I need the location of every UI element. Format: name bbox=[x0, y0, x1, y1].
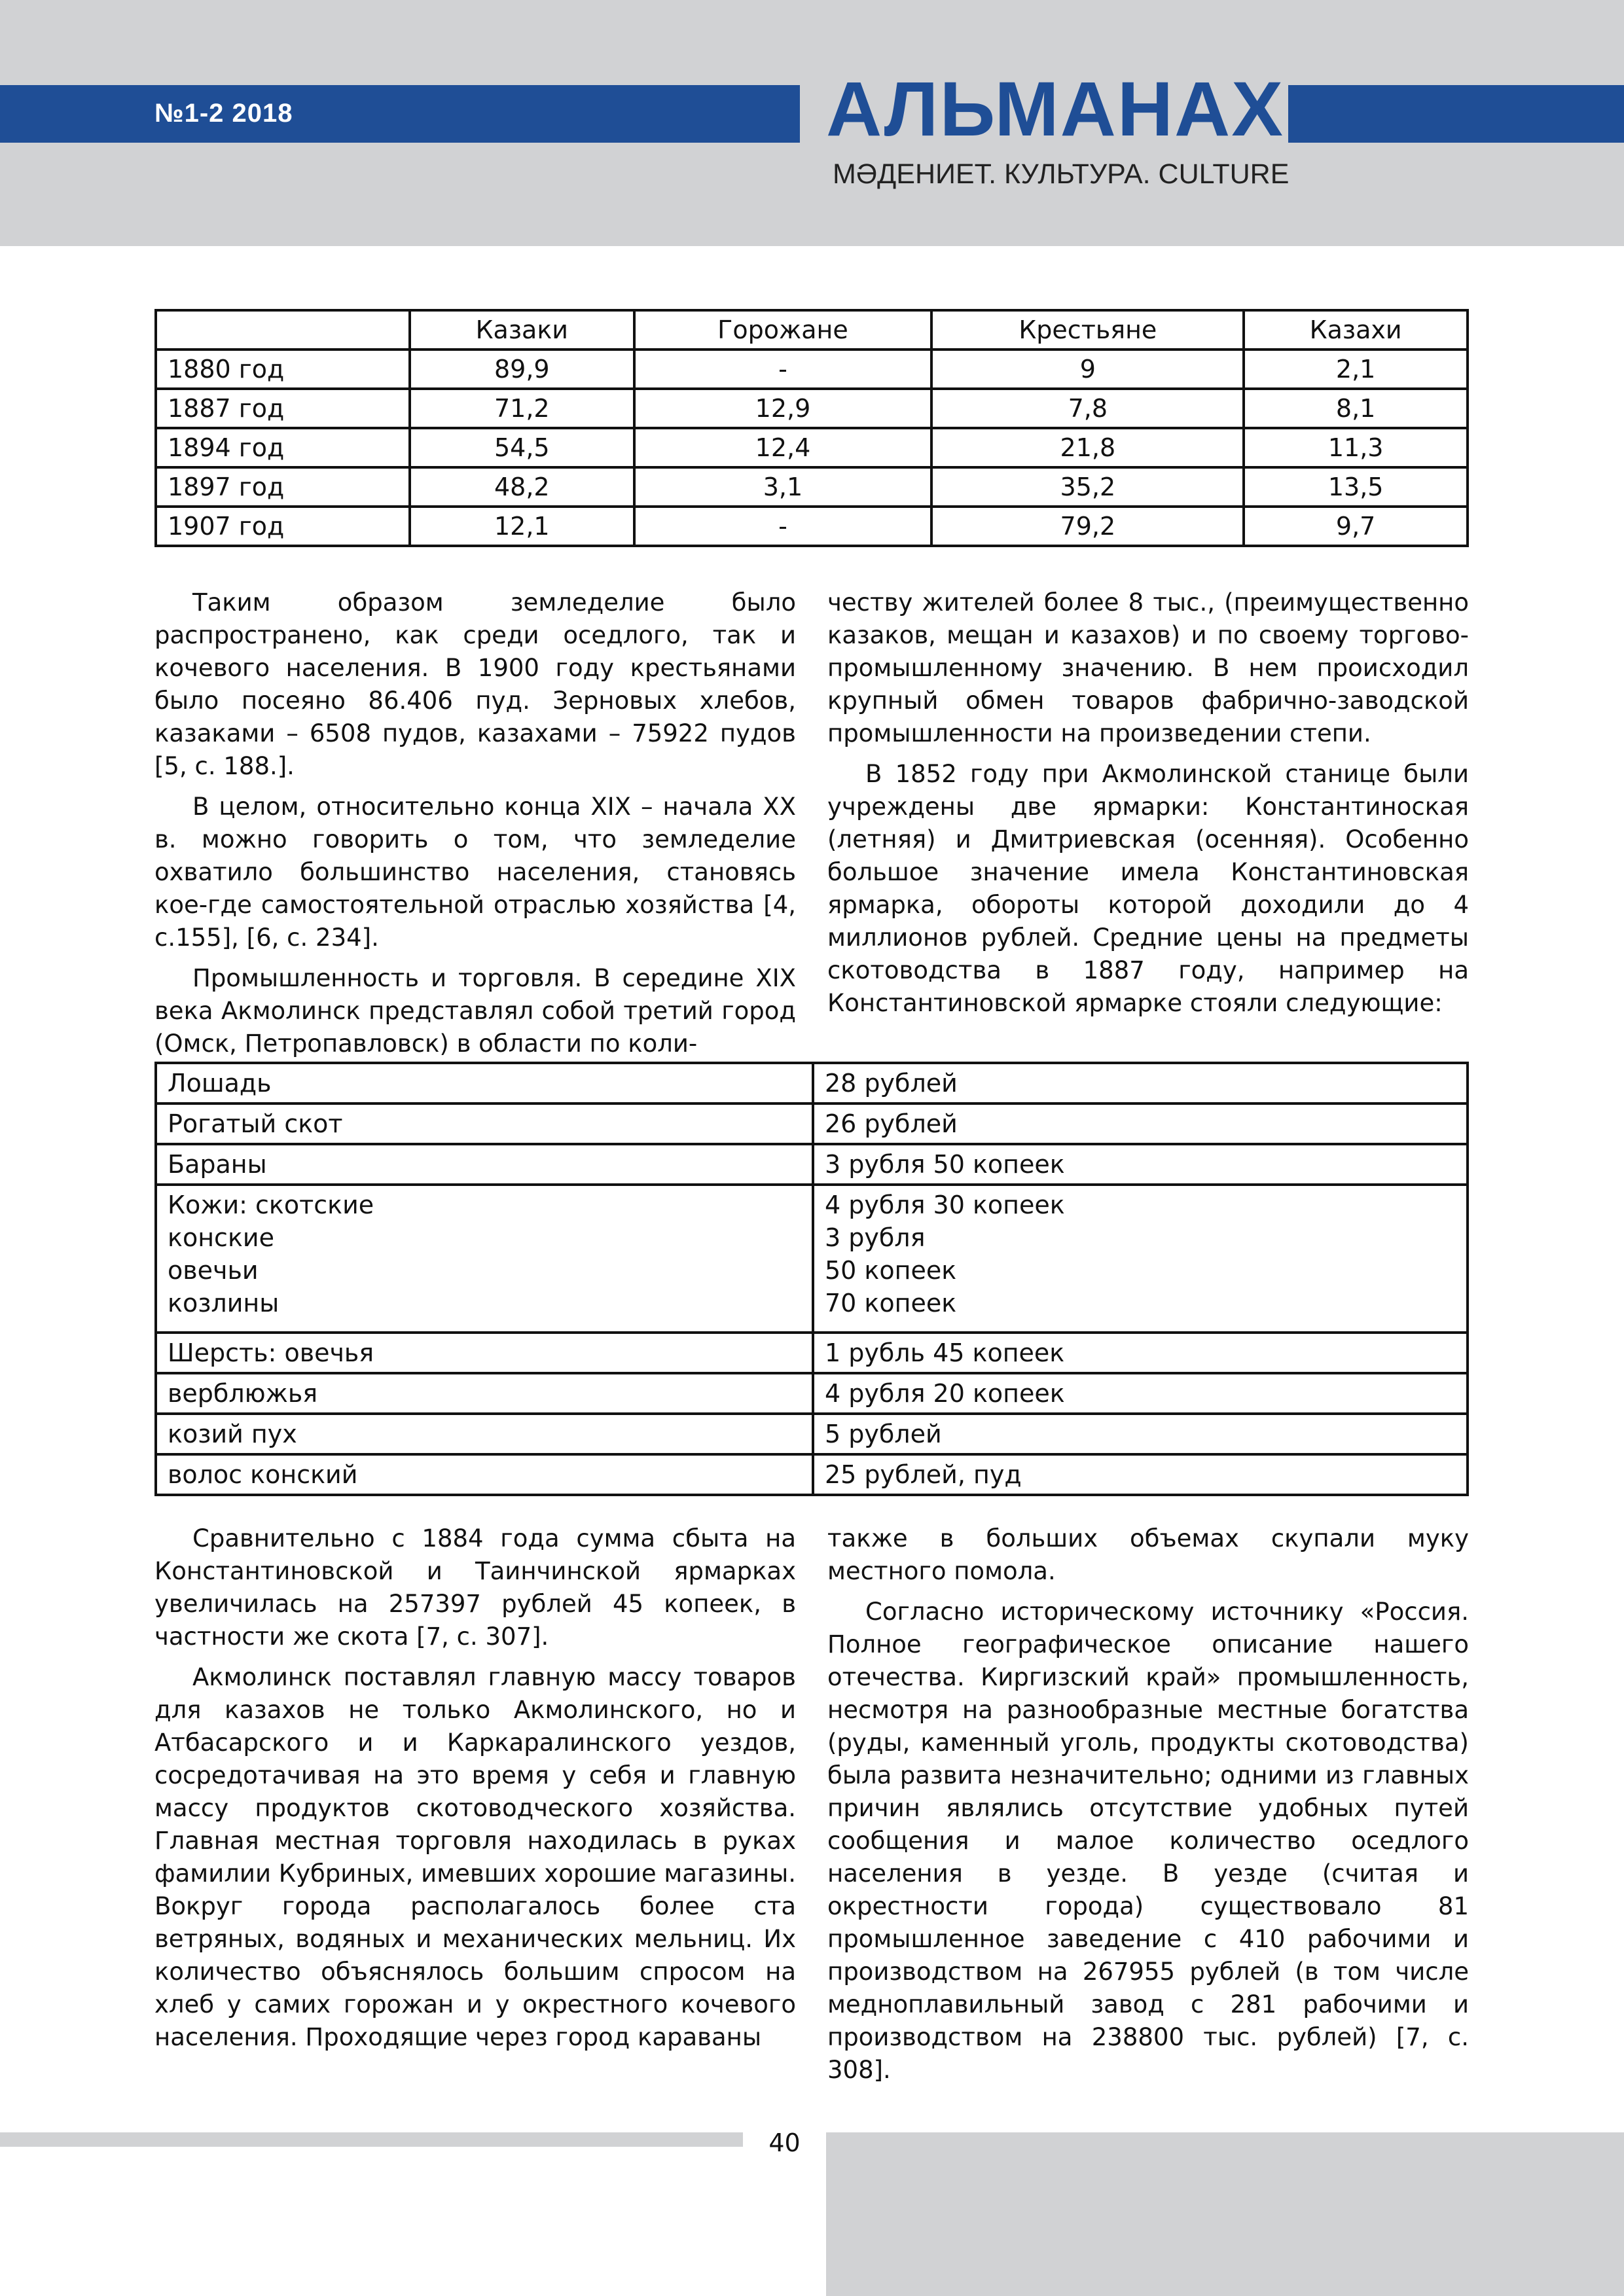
table-cell: 1897 год bbox=[156, 467, 410, 507]
table-cell: 13,5 bbox=[1244, 467, 1468, 507]
table-row bbox=[156, 1454, 1468, 1495]
paragraph: Таким образом земледелие было распространено, как среди оседлого, так и кочевого населения. В 1900 году крестьянами было посеяно 86.406 пуд. Зерновых хлебов, казаками – 6508 пудов, казахами – 75922 пудов [5, с. 188.]. bbox=[154, 588, 796, 780]
table-row bbox=[156, 1414, 1468, 1454]
table-cell: 71,2 bbox=[410, 389, 634, 428]
table-header-row bbox=[156, 310, 1468, 350]
table-row bbox=[156, 1185, 1468, 1333]
table-cell: - bbox=[634, 350, 932, 389]
issue-number: №1-2 2018 bbox=[154, 99, 293, 128]
table-row bbox=[156, 1063, 1468, 1103]
table-cell: 26 рублей bbox=[813, 1103, 1468, 1144]
paragraph: Акмолинск поставлял главную массу товаров для казахов не только Акмолинского, но и Атбасарского и и Каркаралинского уездов, сосредотачивая на это время у себя и главную массу продуктов скотоводческого хозяйства. Главная местная торговля находилась в руках фамилии Кубриных, имевших хорошие магазины. Вокруг города располагалось более ста ветряных, водяных и механических мельниц. Их количество объяснялось большим спросом на хлеб у самих горожан и у окрестного кочевого населения. Проходящие через город караваны bbox=[154, 1663, 796, 2051]
table-cell: 54,5 bbox=[410, 428, 634, 467]
table-cell: 3,1 bbox=[634, 467, 932, 507]
table-cell: 7,8 bbox=[931, 389, 1244, 428]
table-row bbox=[156, 1333, 1468, 1373]
table-cell: 1894 год bbox=[156, 428, 410, 467]
paragraph: Сравнительно с 1884 года сумма сбыта на Константиновской и Таинчинской ярмарках увеличилась на 257397 рублей 45 копеек, в частности же скота [7, с. 307]. bbox=[154, 1524, 796, 1651]
prices-table bbox=[154, 1062, 1469, 1496]
text-column-left-bottom bbox=[154, 1522, 796, 2062]
table-row bbox=[156, 467, 1468, 507]
table-row bbox=[156, 1103, 1468, 1144]
table-header-cell: Крестьяне bbox=[931, 310, 1244, 350]
table-cell: - bbox=[634, 507, 932, 546]
paragraph: также в больших объемах скупали муку местного помола. bbox=[827, 1524, 1469, 1585]
footer-block bbox=[826, 2132, 1624, 2296]
text-column-right-bottom bbox=[827, 1522, 1469, 2094]
table-cell: 21,8 bbox=[931, 428, 1244, 467]
table-header-cell bbox=[156, 310, 410, 350]
table-cell: 1887 год bbox=[156, 389, 410, 428]
table-cell: Кожи: скотские конские овечьи козлины bbox=[156, 1185, 813, 1333]
text-column-left-top bbox=[154, 586, 796, 1068]
table-cell: 35,2 bbox=[931, 467, 1244, 507]
table-cell: 11,3 bbox=[1244, 428, 1468, 467]
table-cell: 9,7 bbox=[1244, 507, 1468, 546]
table-cell: 9 bbox=[931, 350, 1244, 389]
table-header-cell: Казаки bbox=[410, 310, 634, 350]
table-header-cell: Горожане bbox=[634, 310, 932, 350]
table-cell: 4 рубля 20 копеек bbox=[813, 1373, 1468, 1414]
table-cell: 25 рублей, пуд bbox=[813, 1454, 1468, 1495]
table-cell: козий пух bbox=[156, 1414, 813, 1454]
table-cell: верблюжья bbox=[156, 1373, 813, 1414]
table-cell: 12,9 bbox=[634, 389, 932, 428]
table-cell: 48,2 bbox=[410, 467, 634, 507]
table-row bbox=[156, 1144, 1468, 1185]
paragraph: Согласно историческому источнику «Россия. Полное географическое описание нашего отечества. Киргизский край» промышленность, несмотря на разнообразные местные богатства (руды, каменный уголь, продукты скотоводства) была развита незначительно; одними из главных причин являлись отсутствие удобных путей сообщения и малое количество оседлого населения в уезде. В уезде (считая и окрестности города) существовало 81 промышленное заведение с 410 рабочими и производством на 267955 рублей (в том числе медноплавильный завод с 281 рабочими и производством на 238800 тыс. рублей) [7, с. 308]. bbox=[827, 1598, 1469, 2084]
table-cell: 12,4 bbox=[634, 428, 932, 467]
table-cell: 1907 год bbox=[156, 507, 410, 546]
paragraph: Промышленность и торговля. В середине XIX века Акмолинск представлял собой третий город (Омск, Петропавловск) в области по коли- bbox=[154, 964, 796, 1058]
table-row bbox=[156, 389, 1468, 428]
table-cell: 79,2 bbox=[931, 507, 1244, 546]
paragraph: В целом, относительно конца XIX – начала XX в. можно говорить о том, что земледелие охватило большинство населения, становясь кое-где самостоятельной отраслью хозяйства [4, с.155], [6, с. 234]. bbox=[154, 793, 796, 952]
table-row bbox=[156, 1373, 1468, 1414]
table-cell: Рогатый скот bbox=[156, 1103, 813, 1144]
table-cell: волос конский bbox=[156, 1454, 813, 1495]
table-cell: 1880 год bbox=[156, 350, 410, 389]
table-row bbox=[156, 507, 1468, 546]
table-cell: 3 рубля 50 копеек bbox=[813, 1144, 1468, 1185]
text-column-right-top bbox=[827, 586, 1469, 1028]
table-cell: 4 рубля 30 копеек 3 рубля 50 копеек 70 копеек bbox=[813, 1185, 1468, 1333]
table-row bbox=[156, 428, 1468, 467]
population-table bbox=[154, 309, 1469, 547]
paragraph: честву жителей более 8 тыс., (преимущественно казаков, мещан и казахов) и по своему торгово-промышленному значению. В нем происходил крупный обмен товаров фабрично-заводской промышленности на произведении степи. bbox=[827, 588, 1469, 747]
table-cell: Шерсть: овечья bbox=[156, 1333, 813, 1373]
header-band-right bbox=[1288, 85, 1624, 143]
table-cell: 1 рубль 45 копеек bbox=[813, 1333, 1468, 1373]
table-cell: 28 рублей bbox=[813, 1063, 1468, 1103]
journal-title: АЛЬМАНАХ bbox=[826, 66, 1284, 152]
table-cell: 89,9 bbox=[410, 350, 634, 389]
table-cell: 12,1 bbox=[410, 507, 634, 546]
journal-subtitle: МӘДЕНИЕТ. КУЛЬТУРА. CULTURE bbox=[833, 158, 1290, 190]
table-cell: Бараны bbox=[156, 1144, 813, 1185]
paragraph: В 1852 году при Акмолинской станице были учреждены две ярмарки: Константиноская (летняя) и Дмитриевская (осенняя). Особенно большое значение имела Константиновская ярмарка, обороты которой доходили до 4 миллионов рублей. Средние цены на предметы скотоводства в 1887 году, например на Константиновской ярмарке стояли следующие: bbox=[827, 760, 1469, 1017]
page-number: 40 bbox=[768, 2128, 801, 2157]
table-row bbox=[156, 350, 1468, 389]
table-cell: 2,1 bbox=[1244, 350, 1468, 389]
table-cell: Лошадь bbox=[156, 1063, 813, 1103]
table-cell: 8,1 bbox=[1244, 389, 1468, 428]
header-band-left bbox=[0, 85, 800, 143]
table-cell: 5 рублей bbox=[813, 1414, 1468, 1454]
table-header-cell: Казахи bbox=[1244, 310, 1468, 350]
footer-bar bbox=[0, 2132, 743, 2147]
